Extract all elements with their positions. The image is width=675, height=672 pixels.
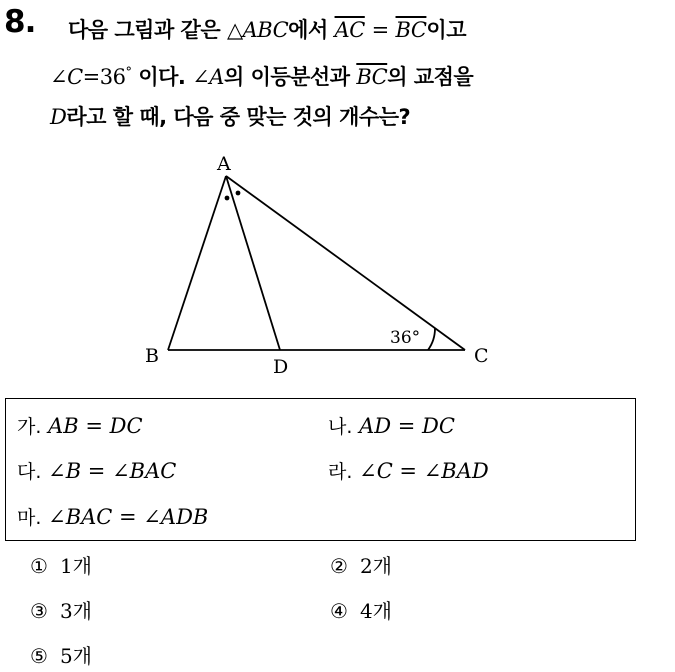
choice-number: ③: [30, 599, 48, 623]
choice-1[interactable]: [30, 550, 92, 579]
choice-number: ④: [330, 599, 348, 623]
statement-label: 라.: [328, 461, 353, 483]
q1-seg-bc: $\overline{BC}$: [395, 18, 427, 42]
statement-expr: ∠BAC = ∠ADB: [48, 505, 209, 529]
choice-text: 4개: [359, 599, 392, 623]
statement-label: 다.: [17, 461, 42, 483]
choice-2[interactable]: [330, 550, 392, 579]
q2-angle-a: ∠A: [192, 65, 224, 89]
angle-arc-c: [428, 328, 435, 350]
statement-expr: ∠C = ∠BAD: [359, 459, 489, 483]
question-number: 8.: [4, 4, 36, 40]
q1-eq: =: [371, 18, 389, 42]
statement-ga: [17, 412, 143, 439]
label-point-b: B: [145, 345, 159, 367]
statement-expr: AB = DC: [48, 414, 143, 438]
angle-label-c: 36°: [390, 328, 421, 348]
q1-post: 이고: [426, 18, 466, 42]
q2-value: 36: [99, 65, 126, 89]
statement-da: [17, 457, 176, 484]
statement-label: 마.: [17, 507, 42, 529]
q1-pre: 다음 그림과 같은: [68, 18, 221, 42]
statement-ma: [17, 503, 208, 530]
bisector-ad: [226, 176, 280, 350]
angle-mark-dot-right: [236, 191, 241, 196]
q2-eq: =: [82, 65, 100, 89]
side-ac: [226, 176, 465, 350]
statement-ra: [328, 457, 489, 484]
q1-triangle: △ABC: [226, 18, 289, 42]
q2-text1: 이다.: [138, 65, 186, 89]
choice-number: ②: [330, 554, 348, 578]
q2-deg: °: [125, 65, 132, 80]
choice-5[interactable]: [30, 640, 92, 669]
statement-label: 가.: [17, 416, 42, 438]
choice-text: 5개: [59, 644, 92, 668]
statement-label: 나.: [328, 416, 353, 438]
q3-text: 라고 할 때, 다음 중 맞는 것의 개수는?: [66, 105, 411, 129]
label-point-c: C: [474, 345, 489, 367]
label-point-a: A: [217, 153, 231, 175]
choice-4[interactable]: [330, 595, 392, 624]
statement-na: [328, 412, 455, 439]
q1-seg-ac: $\overline{AC}$: [334, 18, 365, 42]
q2-text3: 의 교점을: [387, 65, 474, 89]
q1-mid: 에서: [288, 18, 328, 42]
choice-text: 2개: [359, 554, 392, 578]
angle-mark-dot-left: [225, 196, 230, 201]
q2-angle-c: ∠C: [50, 65, 83, 89]
choice-text: 1개: [59, 554, 92, 578]
statement-expr: AD = DC: [359, 414, 455, 438]
q2-seg-bc: $\overline{BC}$: [356, 65, 388, 89]
choice-3[interactable]: [30, 595, 92, 624]
choice-number: ⑤: [30, 644, 48, 668]
statement-expr: ∠B = ∠BAC: [48, 459, 177, 483]
q3-point-d: D: [50, 105, 67, 129]
choice-number: ①: [30, 554, 48, 578]
label-point-d: D: [273, 356, 289, 378]
side-ab: [168, 176, 226, 350]
q2-text2: 의 이등분선과: [223, 65, 350, 89]
choice-text: 3개: [59, 599, 92, 623]
